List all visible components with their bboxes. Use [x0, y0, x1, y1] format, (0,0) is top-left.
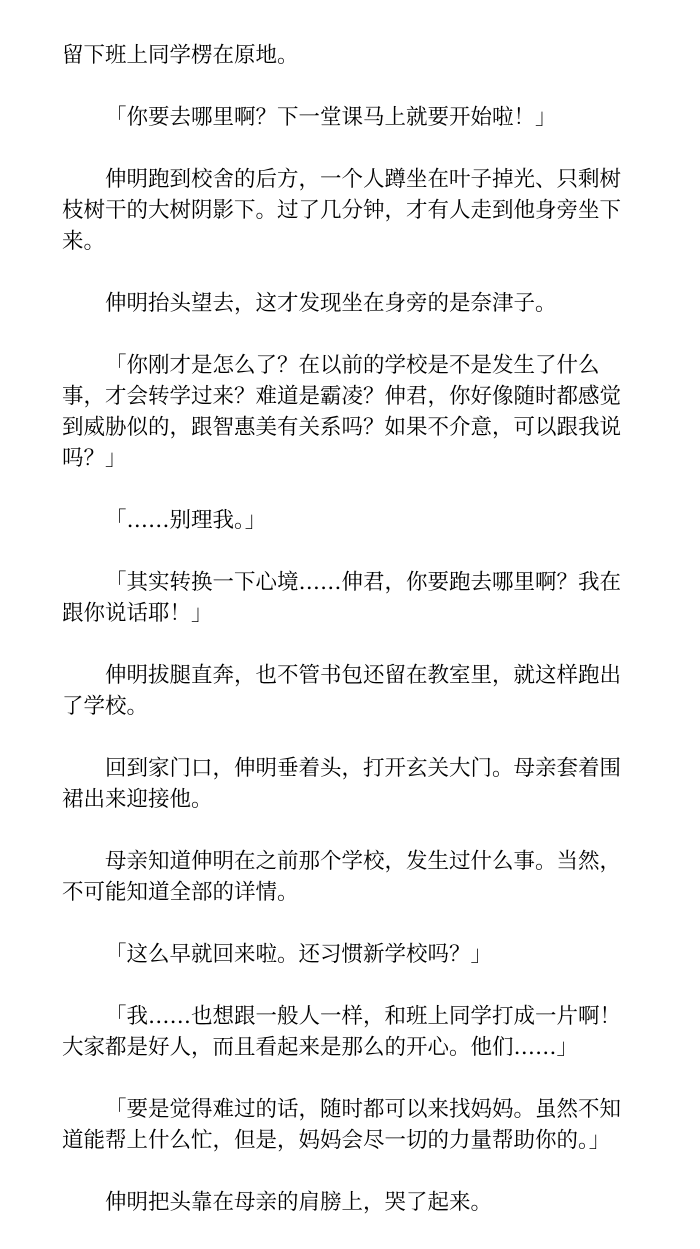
paragraph-narration: 伸明抬头望去，这才发现坐在身旁的是奈津子。: [105, 291, 557, 316]
paragraph-narration: 伸明把头靠在母亲的肩膀上，哭了起来。: [105, 1190, 493, 1215]
paragraph-dialogue: 「其实转换一下心境……伸君，你要跑去哪里啊？我在跟你说话耶！」: [62, 570, 622, 626]
document-page: [62, 40, 642, 1249]
paragraph-continuation: 留下班上同学楞在原地。: [62, 43, 299, 68]
paragraph-dialogue: 「要是觉得难过的话，随时都可以来找妈妈。虽然不知道能帮上什么忙，但是，妈妈会尽一切的力量帮助你的。」: [62, 1097, 622, 1153]
paragraph-dialogue: 「你要去哪里啊？下一堂课马上就要开始啦！」: [105, 105, 557, 130]
paragraph-dialogue: 「你刚才是怎么了？在以前的学校是不是发生了什么事，才会转学过来？难道是霸凌？伸君，你好像随时都感觉到威胁似的，跟智惠美有关系吗？如果不介意，可以跟我说吗？」: [62, 353, 622, 471]
paragraph-narration: 伸明跑到校舍的后方，一个人蹲坐在叶子掉光、只剩树枝树干的大树阴影下。过了几分钟，才有人走到他身旁坐下来。: [62, 167, 622, 254]
paragraph-narration: 伸明拔腿直奔，也不管书包还留在教室里，就这样跑出了学校。: [62, 663, 622, 719]
paragraph-dialogue: 「我……也想跟一般人一样，和班上同学打成一片啊！大家都是好人，而且看起来是那么的开心。他们……」: [62, 1004, 622, 1060]
paragraph-dialogue: 「这么早就回来啦。还习惯新学校吗？」: [105, 942, 493, 967]
paragraph-narration: 回到家门口，伸明垂着头，打开玄关大门。母亲套着围裙出来迎接他。: [62, 756, 622, 812]
paragraph-narration: 母亲知道伸明在之前那个学校，发生过什么事。当然，不可能知道全部的详情。: [62, 849, 622, 905]
paragraph-dialogue: 「……别理我。」: [105, 508, 267, 533]
